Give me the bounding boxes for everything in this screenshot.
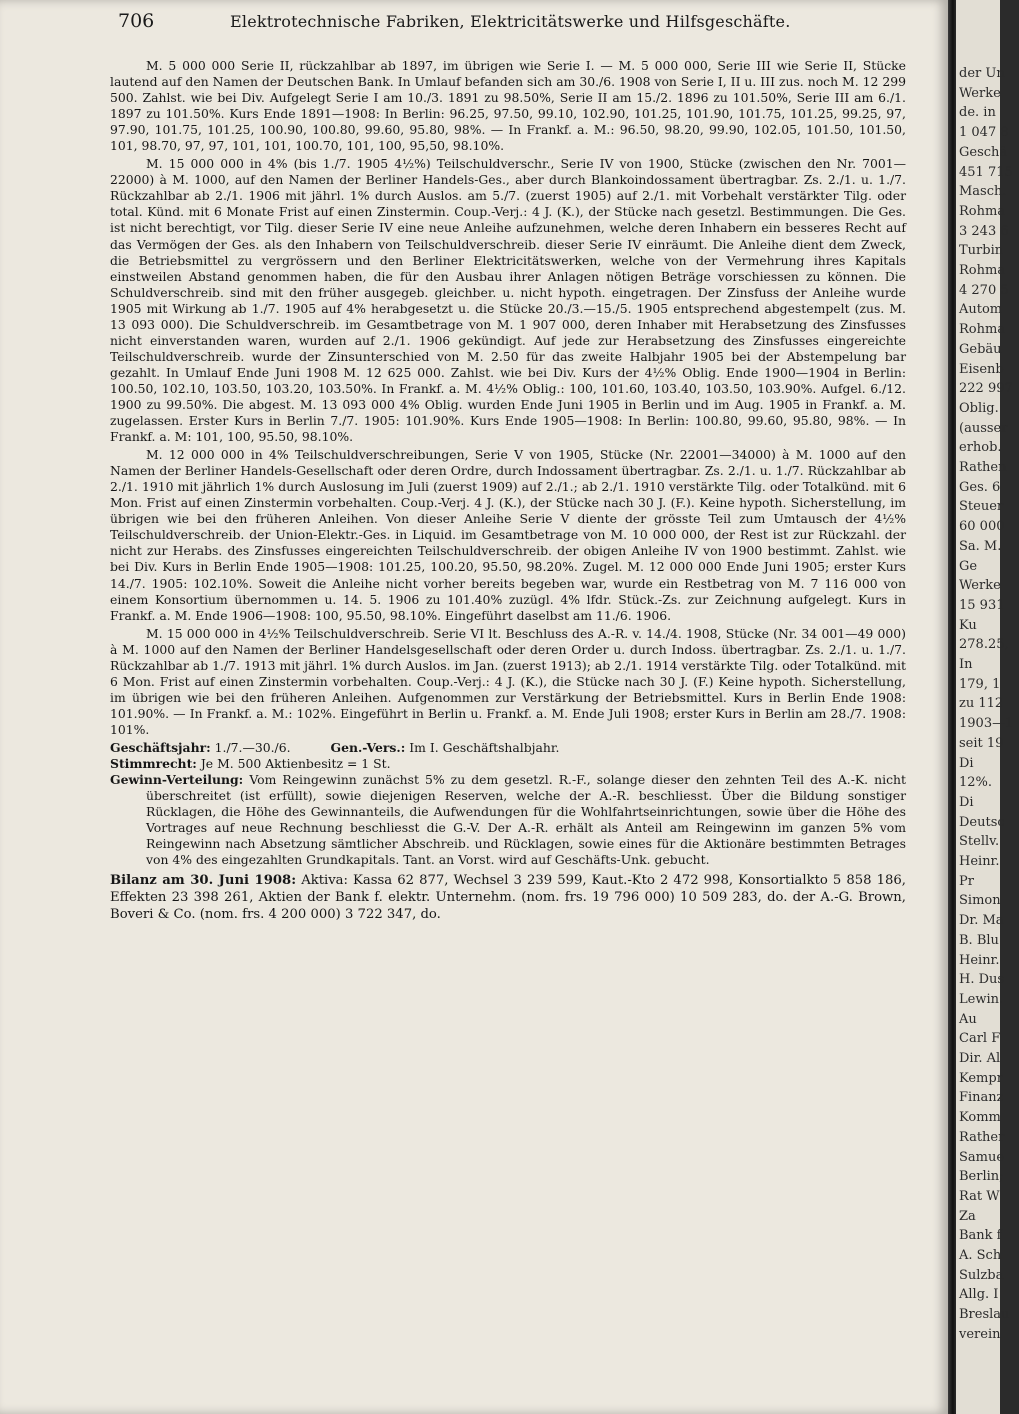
facing-page-fragment: Sulzba [959, 1267, 1004, 1283]
facing-page-fragment: Deutsc [959, 814, 1005, 830]
page-body [110, 58, 906, 925]
facing-page-fragment: Samue [959, 1149, 1005, 1165]
facing-page-fragment: Kempr [959, 1070, 1003, 1086]
facing-page-fragment: de. in [959, 105, 996, 121]
facing-page-fragment: Pr [959, 873, 974, 889]
facing-page-fragment: Eisenb [959, 361, 1004, 377]
facing-page-fragment: Rohma [959, 203, 1006, 219]
gewinn-verteilung-section [110, 772, 906, 868]
gewinn-verteilung-label: Gewinn-Verteilung: [110, 772, 244, 788]
gewinn-verteilung-text: Vom Reingewinn zunächst 5% zu dem gesetzl. R.-F., solange dieser den zehnten Teil des A.-K. nicht überschreitet (ist erfüllt), sowie diejenigen Reserven, welche der A.-R. beschliesst. Über die Bildung sonstiger Rücklagen, die Höhe des Gewinnanteils, die Aufwendungen für die Wohlfahrtseinrichtungen, sowie über die Höhe des Vortrages auf neue Rechnung beschliesst die G.-V. Der A.-R. erhält als Anteil am Reingewinn im ganzen 5% vom Reingewinn nach Absetzung sämtlicher Abschreib. und Rücklagen, sowie eines für die Aktionäre bestimmten Betrages von 4% des eingezahlten Grundkapitals. Tant. an Vorst. wird auf Geschäfts-Unk. gebucht. [146, 772, 906, 868]
stimmrecht-label: Stimmrecht: [110, 756, 197, 772]
running-title: Elektrotechnische Fabriken, Elektricitätswerke und Hilfsgeschäfte. [230, 12, 791, 31]
bilanz-text: Aktiva: Kassa 62 877, Wechsel 3 239 599, Kaut.-Kto 2 472 998, Konsortialkto 5 858 186, Effekten 23 398 261, Aktien der Bank f. elektr. Unternehm. (nom. frs. 19 796 000) 10 509 283, do. der A.-G. Brown, Boveri & Co. (nom. frs. 4 200 000) 3 722 347, do. [110, 873, 906, 923]
facing-page-fragment: Steuer [959, 499, 1004, 515]
book-gutter [948, 0, 956, 1414]
facing-page-fragment: 12%. [959, 775, 993, 791]
facing-page-fragment: 179, 1 [959, 676, 1001, 692]
facing-page-fragment: A. Sch [959, 1248, 1002, 1263]
facing-page-fragment: 451 715 [959, 164, 1013, 180]
facing-page-fragment: (ausser [959, 420, 1008, 436]
stimmrecht-line [110, 756, 906, 772]
bilanz-label: Bilanz am 30. Juni 1908: [110, 873, 297, 889]
geschaeftsjahr-label: Geschäftsjahr: [110, 739, 211, 755]
facing-page-fragment: Breslau [959, 1307, 1010, 1323]
genvers-value: Im I. Geschäftshalbjahr. [409, 739, 560, 755]
facing-page-fragment: Di [959, 755, 974, 771]
facing-page-fragment: Turbin [959, 243, 1004, 259]
facing-page-fragment: Lewin. [959, 991, 1004, 1007]
facing-page-fragment: Finanz [959, 1090, 1004, 1106]
genvers-label: Gen.-Vers.: [330, 739, 406, 755]
facing-page-fragment: Rohma [959, 263, 1006, 278]
facing-page-fragment: Geschä [959, 144, 1008, 160]
facing-page-fragment: 1903—1 [959, 716, 1014, 732]
facing-page-fragment: Za [959, 1208, 976, 1224]
bond-series-5-paragraph: M. 12 000 000 in 4% Teilschuldverschreibungen, Serie V von 1905, Stücke (Nr. 22001—34000) à M. 1000 auf den Namen der Berliner Handels-Gesellschaft oder deren Ordre, durch Indossament übertragbar. Zs. 2./1. u. 1./7. Rückzahlbar ab 2./1. 1910 mit jährlich 1% durch Auslosung im Juli (zuerst 1909) auf 2./1.; ab 2./1. 1910 verstärkte Tilg. oder Totalkünd. mit 6 Mon. Frist auf einen Zinstermin vorbehalten. Coup.-Verj. 4 J. (K.), der Stücke nach 30 J. (F.). Keine hypoth. Sicherstellung, im übrigen wie bei den früheren Anleihen. Von dieser Anleihe Serie V diente der grösste Teil zum Umtausch der 4½% Teilschuldverschreib. der Union-Elektr.-Ges. in Liquid. im Gesamtbetrage von M. 10 000 000, der Rest ist zur Rückzahl. der nicht zur Herabs. des Zinsfusses eingereichten Teilschuldverschreib. der obigen Anleihe IV von 1900 bestimmt. Zahlst. wie bei Div. Kurs in Berlin Ende 1905—1908: 101.25, 100.20, 95.50, 98.20%. Zugel. M. 12 000 000 Ende Juni 1905; erster Kurs 14./7. 1905: 102.10%. Soweit die Anleihe nicht vorher bereits begeben war, wurde ein Restbetrag von M. 7 116 000 von einem Konsortium übernommen u. 14. 5. 1906 zu 101.40% zuzügl. 4% lfdr. Stück.-Zs. zur Zeichnung aufgelegt. Kurs in Frankf. a. M. Ende 1906—1908: 100, 95.50, 98.10%. Eingeführt daselbst am 11./6. 1906. [110, 447, 906, 623]
facing-page-fragment: Gebäu [959, 341, 1002, 357]
facing-page-fragment: Heinr. [959, 854, 1000, 869]
facing-page-fragment: 278.25, [959, 637, 1009, 653]
bond-series-4-paragraph: M. 15 000 000 in 4% (bis 1./7. 1905 4½%) Teilschuldverschr., Serie IV von 1900, Stücke (zwischen den Nr. 7001—22000) à M. 1000, auf den Namen der Berliner Handels-Ges., aber durch Blankoindossament übertragbar. Zs. 2./1. u. 1./7. Rückzahlbar ab 2./1. 1906 mit jährl. 1% durch Auslos. am 5./7. (zuerst 1905) auf 2./1. mit Vorbehalt verstärkter Tilg. oder total. Künd. mit 6 Monate Frist auf einen Zinstermin. Coup.-Verj.: 4 J. (K.), der Stücke nach gesetzl. Bestimmungen. Die Ges. ist nicht berechtigt, vor Tilg. dieser Serie IV eine neue Anleihe aufzunehmen, welche deren Inhabern ein besseres Recht auf das Vermögen der Ges. als den Inhabern von Teilschuldverschreib. dieser Serie IV einräumt. Die Anleihe dient dem Zweck, die Betriebsmittel zu vergrössern und den Berliner Elektricitätswerken, welche von der Vermehrung ihres Kapitals einstweilen Abstand genommen haben, die für den Ausbau ihrer Anlagen nötigen Beträge vorschiessen zu können. Die Schuldverschreib. sind mit den früher ausgegeb. gleichber. u. nicht hypoth. eingetragen. Der Zinsfuss der Anleihe wurde 1905 mit Wirkung ab 1./7. 1905 auf 4% herabgesetzt u. die Stücke 20./3.—15./5. 1905 entsprechend abgestempelt (zus. M. 13 093 000). Die Schuldverschreib. im Gesamtbetrage von M. 1 907 000, deren Inhaber mit Herabsetzung des Zinsfusses nicht einverstanden waren, wurden auf 2./1. 1906 gekündigt. Auf jede zur Herabsetzung des Zinsfusses eingereichte Teilschuldverschreib. wurde der Zinsunterschied von M. 2.50 für das zweite Halbjahr 1905 bei der Abstempelung bar gezahlt. In Umlauf Ende Juni 1908 M. 12 625 000. Zahlst. wie bei Div. Kurs der 4½% Oblig. Ende 1900—1904 in Berlin: 100.50, 102.10, 103.50, 103.20, 103.50%. In Frankf. a. M. 4½% Oblig.: 100, 101.60, 103.40, 103.50, 103.90%. Aufgel. 6./12. 1900 zu 99.50%. Die abgest. M. 13 093 000 4% Oblig. wurden Ende Juni 1905 in Berlin und im Aug. 1905 in Frankf. a. M. zugelassen. Erster Kurs in Berlin 7./7. 1905: 101.90%. Kurs Ende 1905—1908: In Berlin: 100.80, 99.60, 95.80, 98%. — In Frankf. a. M: 101, 100, 95.50, 98.10%. [110, 156, 906, 445]
facing-page-fragment: Rat W [959, 1188, 1000, 1204]
facing-page-fragment: Sa. M. [959, 538, 1002, 554]
facing-page-fragment: Dir. Al [959, 1051, 1001, 1066]
facing-page-fragment: Oblig. [959, 400, 999, 416]
facing-page-fragment: Stellv. [959, 834, 1000, 850]
facing-page-fragment: 1 047 8 [959, 125, 1009, 141]
facing-page-fragment: Ge [959, 558, 978, 574]
facing-page-fragment: Rather [959, 1129, 1005, 1145]
facing-page-fragment: erhob. [959, 440, 1002, 456]
stimmrecht-value: Je M. 500 Aktienbesitz = 1 St. [200, 756, 391, 772]
facing-page-fragment: Ku [959, 617, 977, 633]
facing-page-fragment: Di [959, 794, 974, 810]
facing-page-fragment: zu 112 [959, 696, 1004, 712]
page-header [118, 10, 938, 40]
facing-page-fragment: Simon [959, 893, 1001, 909]
facing-page-fragment: Masch. [959, 184, 1007, 200]
facing-page-fragment: 60 000 [959, 519, 1005, 535]
facing-page-fragment: Komm [959, 1110, 1001, 1126]
facing-page-fragment: Autom [959, 302, 1003, 318]
facing-page-fragment: 3 243 6 [959, 223, 1009, 239]
facing-page-fragment: Rohma [959, 322, 1006, 338]
facing-page-fragment: Berlin; [959, 1169, 1004, 1185]
facing-page-fragment: H. Dus [959, 972, 1005, 988]
bond-series-1-3-paragraph: M. 5 000 000 Serie II, rückzahlbar ab 1897, im übrigen wie Serie I. — M. 5 000 000, Serie III wie Serie II, Stücke lautend auf den Namen der Deutschen Bank. In Umlauf befanden sich am 30./6. 1908 von Serie I, II u. III zus. noch M. 12 299 500. Zahlst. wie bei Div. Aufgelegt Serie I am 10./3. 1891 zu 98.50%, Serie II am 15./2. 1896 zu 101.50%, Serie III am 6./1. 1897 zu 101.50%. Kurs Ende 1891—1908: In Berlin: 96.25, 97.50, 99.10, 102.90, 101.25, 101.90, 101.75, 101.25, 99.25, 97, 97.90, 101.75, 101.25, 100.90, 100.80, 99.60, 95.80, 98%. — In Frankf. a. M.: 96.50, 98.20, 99.90, 102.05, 101.50, 101.50, 101, 98.70, 97, 97, 101, 101, 100.70, 101, 100, 95,50, 98.10%. [110, 58, 906, 154]
facing-page-fragment: B. Blu [959, 932, 999, 948]
facing-page-fragment: Allg. I [959, 1287, 999, 1303]
facing-page-fragment: Rathen [959, 460, 1007, 475]
page-number: 706 [118, 10, 155, 32]
facing-page-fragment: 222 997 [959, 381, 1013, 397]
facing-page-fragment: Bank f [959, 1228, 1002, 1244]
facing-page-fragment: In [959, 657, 973, 672]
facing-page-fragment: Werke [959, 85, 1001, 101]
bond-series-6-paragraph: M. 15 000 000 in 4½% Teilschuldverschreib. Serie VI lt. Beschluss des A.-R. v. 14./4. 1908, Stücke (Nr. 34 001—49 000) à M. 1000 auf den Namen der Berliner Handelsgesellschaft oder deren Order u. durch Indoss. übertragbar. Zs. 2./1. u. 1./7. Rückzahlbar ab 1./7. 1913 mit jährl. 1% durch Auslos. im Jan. (zuerst 1913); ab 2./1. 1914 verstärkte Tilg. oder Totalkünd. mit 6 Mon. Frist auf einen Zinstermin vorbehalten. Coup.-Verj.: 4 J. (K.), die Stücke nach 30 J. (F.) Keine hypoth. Sicherstellung, im übrigen wie bei den früheren Anleihen. Aufgenommen zur Verstärkung der Betriebsmittel. Kurs in Berlin Ende 1908: 101.90%. — In Frankf. a. M.: 102%. Eingeführt in Berlin u. Frankf. a. M. Ende Juli 1908; erster Kurs in Berlin am 28./7. 1908: 101%. [110, 625, 906, 737]
facing-page-fragment: seit 19 [959, 735, 1004, 751]
facing-page-fragment: Carl F [959, 1031, 1001, 1047]
facing-page-fragment: Ges. 6 [959, 479, 1001, 495]
facing-page-fragment: Dr. Ma [959, 913, 1004, 929]
facing-page-fragment: verein [959, 1326, 1001, 1342]
facing-page-fragment: 15 931 [959, 597, 1005, 613]
facing-page-fragment: 4 270 5 [959, 282, 1009, 298]
geschaeftsjahr-line [110, 740, 906, 756]
bilanz-section [110, 872, 906, 923]
facing-page-edge [956, 0, 1014, 1414]
facing-page-fragment: Au [959, 1011, 977, 1027]
geschaeftsjahr-value: 1./7.—30./6. [214, 739, 291, 755]
facing-page-fragment: der Un [959, 66, 1005, 81]
facing-page-fragment: Werke [959, 578, 1001, 594]
facing-page-fragment: Heinr. [959, 952, 1000, 968]
